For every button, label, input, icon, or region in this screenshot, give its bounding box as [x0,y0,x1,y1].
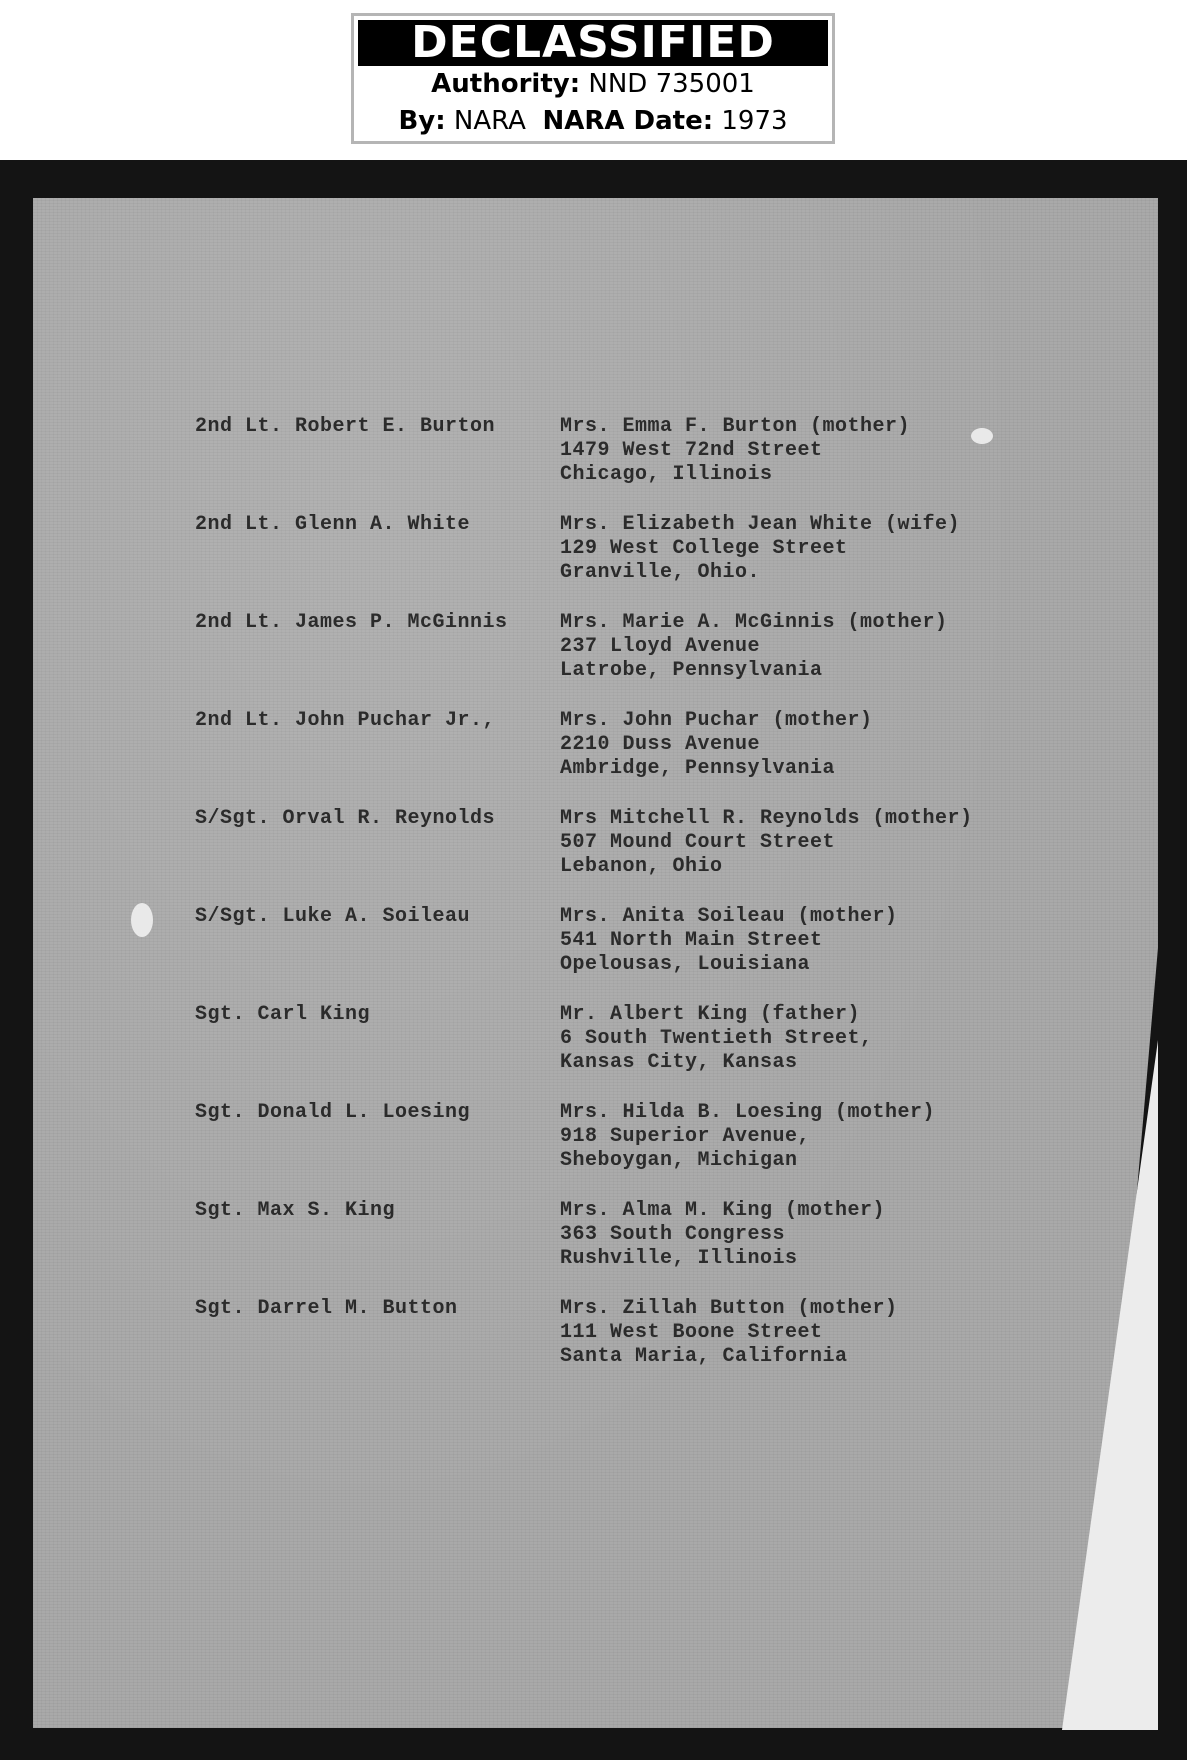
stamp-title: DECLASSIFIED [358,20,828,66]
kin-street: 1479 West 72nd Street [560,439,823,462]
kin-name: Mrs. John Puchar (mother) [560,709,873,732]
roster-entry [195,1101,995,1199]
roster-entry [195,709,995,807]
crew-member-name: 2nd Lt. Glenn A. White [195,513,471,536]
next-of-kin [560,513,1000,585]
roster-entry [195,611,995,709]
kin-name: Mr. Albert King (father) [560,1003,861,1026]
crew-member-name: Sgt. Donald L. Loesing [195,1101,471,1124]
roster-entry [195,1003,995,1101]
roster-entry [195,1199,995,1297]
kin-name: Mrs. Elizabeth Jean White (wife) [560,513,961,536]
crew-member-name: 2nd Lt. James P. McGinnis [195,611,508,634]
kin-name: Mrs. Marie A. McGinnis (mother) [560,611,948,634]
crew-member-name: Sgt. Max S. King [195,1199,396,1222]
stamp-date-label: NARA Date: [542,106,714,136]
kin-street: 541 North Main Street [560,929,823,952]
next-of-kin [560,905,1000,977]
roster-entry [195,415,995,513]
kin-city: Ambridge, Pennsylvania [560,757,836,780]
kin-city: Rushville, Illinois [560,1247,798,1270]
kin-name: Mrs. Hilda B. Loesing (mother) [560,1101,936,1124]
kin-name: Mrs. Alma M. King (mother) [560,1199,886,1222]
kin-name: Mrs. Anita Soileau (mother) [560,905,898,928]
kin-city: Kansas City, Kansas [560,1051,798,1074]
kin-city: Santa Maria, California [560,1345,848,1368]
crew-member-name: S/Sgt. Luke A. Soileau [195,905,471,928]
kin-city: Granville, Ohio. [560,561,761,584]
kin-street: 111 West Boone Street [560,1321,823,1344]
kin-name: Mrs Mitchell R. Reynolds (mother) [560,807,973,830]
kin-street: 918 Superior Avenue, [560,1125,811,1148]
roster-entry [195,1297,995,1395]
kin-city: Chicago, Illinois [560,463,773,486]
next-of-kin [560,807,1000,879]
next-of-kin [560,1003,1000,1075]
stamp-by-value: NARA [453,106,526,136]
paper-speck [131,903,153,937]
kin-name: Mrs. Zillah Button (mother) [560,1297,898,1320]
kin-city: Latrobe, Pennsylvania [560,659,823,682]
kin-street: 6 South Twentieth Street, [560,1027,873,1050]
crew-member-name: 2nd Lt. Robert E. Burton [195,415,496,438]
kin-city: Lebanon, Ohio [560,855,723,878]
kin-street: 237 Lloyd Avenue [560,635,761,658]
next-of-kin [560,1297,1000,1369]
kin-street: 363 South Congress [560,1223,786,1246]
kin-street: 2210 Duss Avenue [560,733,761,756]
crew-member-name: S/Sgt. Orval R. Reynolds [195,807,496,830]
declassified-stamp [351,13,835,144]
stamp-authority-value: NND 735001 [588,69,755,99]
kin-street: 507 Mound Court Street [560,831,836,854]
crew-member-name: Sgt. Darrel M. Button [195,1297,458,1320]
roster-entry [195,905,995,1003]
stamp-date-value: 1973 [721,106,788,136]
roster-entry [195,807,995,905]
kin-street: 129 West College Street [560,537,848,560]
stamp-authority-line [354,66,832,103]
next-of-kin [560,415,1000,487]
kin-city: Opelousas, Louisiana [560,953,811,976]
next-of-kin [560,1101,1000,1173]
stamp-by-label: By: [398,106,446,136]
kin-city: Sheboygan, Michigan [560,1149,798,1172]
roster-entry [195,513,995,611]
next-of-kin [560,709,1000,781]
kin-name: Mrs. Emma F. Burton (mother) [560,415,911,438]
stamp-authority-label: Authority: [431,69,581,99]
roster-list [195,415,995,1395]
next-of-kin [560,1199,1000,1271]
crew-member-name: Sgt. Carl King [195,1003,371,1026]
stamp-by-line [354,103,832,140]
crew-member-name: 2nd Lt. John Puchar Jr., [195,709,496,732]
next-of-kin [560,611,1000,683]
